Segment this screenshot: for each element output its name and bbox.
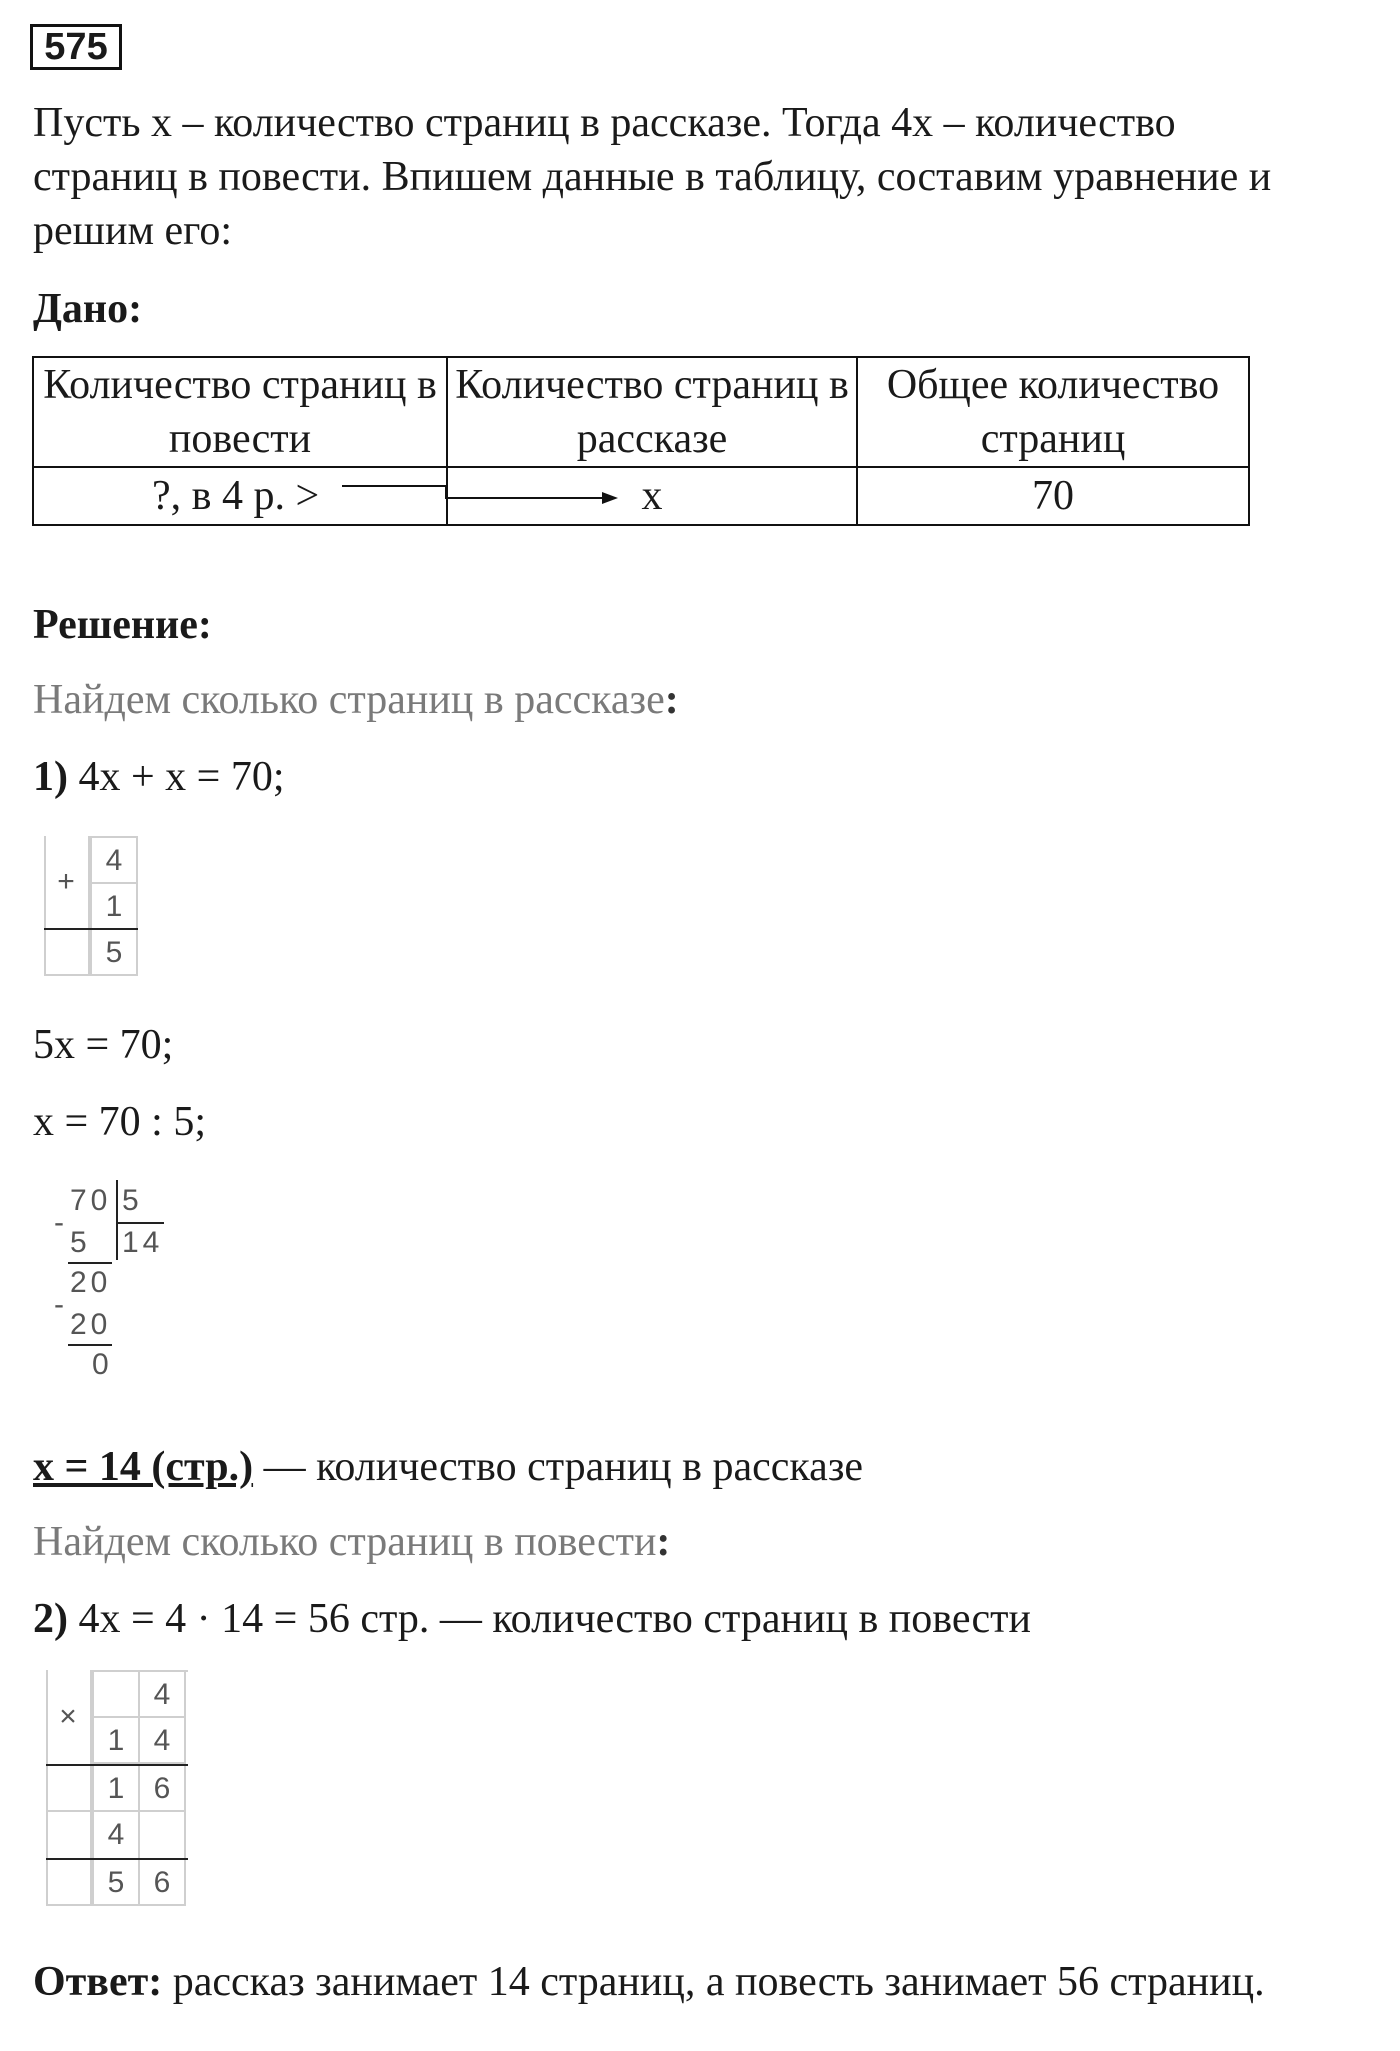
answer-line: Ответ: рассказ занимает 14 страниц, а повесть занимает 56 страниц. — [33, 1959, 1265, 2005]
addition-result: 5 — [92, 930, 138, 976]
division-minus-1: - — [54, 1206, 68, 1239]
division-sub-1: 5 — [70, 1226, 91, 1259]
multiplication-partial2: 4 — [94, 1812, 140, 1858]
step2-intro: Найдем сколько страниц в повести: — [33, 1519, 671, 1565]
given-cell-total: 70 — [857, 467, 1249, 525]
division-dividend: 70 — [70, 1184, 112, 1217]
step2-equation: 2) 4х = 4 · 14 = 56 стр. — количество страниц в повести — [33, 1596, 1032, 1642]
division-sub-2: 20 — [70, 1308, 112, 1341]
multiplication-result-tens: 5 — [94, 1860, 140, 1906]
comparison-arrow — [0, 0, 1400, 560]
multiplication-result-ones: 6 — [140, 1860, 186, 1906]
given-cell-story: ?, в 4 р. > — [33, 467, 447, 525]
solution-heading: Решение: — [33, 602, 212, 648]
result-story-pages: х = 14 (стр.) — количество страниц в рассказе — [33, 1444, 864, 1490]
task-number: 575 — [30, 24, 122, 70]
given-col-novel-header: Количество страниц в рассказе — [447, 357, 857, 467]
multiplication-second-ones: 4 — [140, 1718, 186, 1764]
given-col-total-header: Общее количество страниц — [857, 357, 1249, 467]
multiplication-second-tens: 1 — [94, 1718, 140, 1764]
addition-b: 1 — [92, 884, 138, 930]
intro-line-2: страниц в повести. Впишем данные в таблицу, составим уравнение и — [33, 154, 1272, 200]
multiplication-partial1-ones: 6 — [140, 1766, 186, 1812]
step1-equation: 1) 4х + х = 70; — [33, 754, 285, 800]
intro-line-1: Пусть х – количество страниц в рассказе. Тогда 4х – количество — [33, 100, 1176, 146]
step1-intro: Найдем сколько страниц в рассказе: — [33, 677, 679, 723]
division-divisor: 5 — [122, 1184, 143, 1217]
division-rem-2: 0 — [92, 1348, 113, 1381]
addition-a: 4 — [92, 838, 138, 884]
multiplication-partial1-tens: 1 — [94, 1766, 140, 1812]
given-col-story-header: Количество страниц в повести — [33, 357, 447, 467]
equation-5x: 5х = 70; — [33, 1022, 174, 1068]
addition-grid — [44, 836, 138, 976]
multiplication-top: 4 — [140, 1672, 186, 1718]
given-heading: Дано: — [33, 286, 143, 332]
multiplication-sign: × — [46, 1670, 92, 1764]
division-quotient: 14 — [122, 1226, 164, 1259]
addition-sign: + — [44, 836, 90, 928]
multiplication-grid — [46, 1670, 188, 1906]
division-rem-1: 20 — [70, 1266, 112, 1299]
division-minus-2: - — [54, 1288, 68, 1321]
given-cell-novel: х — [447, 467, 857, 525]
equation-x-div: х = 70 : 5; — [33, 1099, 207, 1145]
intro-line-3: решим его: — [33, 208, 233, 254]
long-division — [50, 1180, 180, 1390]
